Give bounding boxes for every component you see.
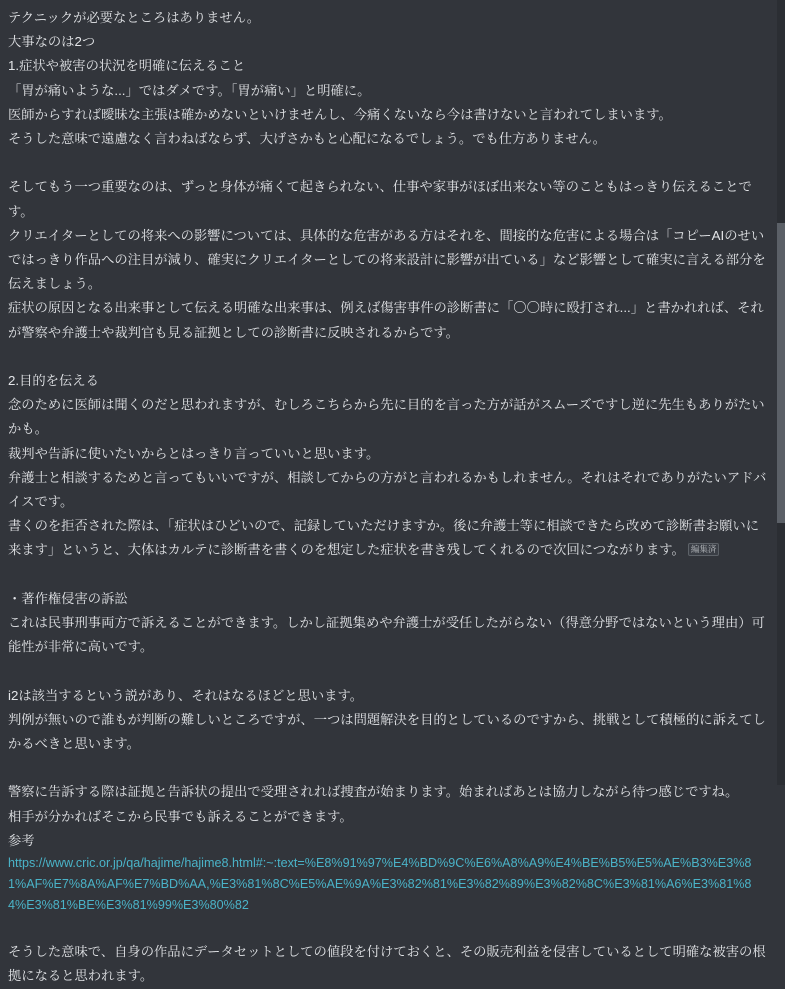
paragraph: クリエイターとしての将来への影響については、具体的な危害がある方はそれを、間接的な危害による場合は「コピーAIのせいではっきり作品への注目が減り、確実にクリエイターとしての将来設計に影響が出ている」など影響として確実に言える部分を伝えましょう。 [8,227,766,292]
paragraph-spacer [8,756,767,780]
edited-badge: 編集済 [688,543,720,556]
paragraph-spacer [8,659,767,683]
paragraph: 症状の原因となる出来事として伝える明確な出来事は、例えば傷害事件の診断書に「〇〇時に殴打され...」と書かれれば、それが警察や弁護士や裁判官も見る証拠としての診断書に反映されるからです。 [8,300,764,340]
reference-link[interactable]: https://www.cric.or.jp/qa/hajime/hajime8.html#:~:text=%E8%91%97%E4%BD%9C%E6%A8%A9%E4%BE%B5%E5%AE%B3%E3%81%AF%E7%8A%AF%E7%BD%AA,%E3%81%8C%E5%AE%9A%E3%82%81%E3%82%89%E3%82%8C%E3%81%A6%E3%81%84%E3%81%BE%E3%81%99%E3%80%82 [8,856,752,913]
vertical-scrollbar-track[interactable] [777,0,785,785]
paragraph: 弁護士と相談するためと言ってもいいですが、相談してからの方がと言われるかもしれません。それはそれでありがたいアドバイスです。 [8,469,767,510]
paragraph-spacer [8,345,767,369]
paragraph: 参考 [8,832,35,848]
paragraph: 警察に告訴する際は証拠と告訴状の提出で受理されれば捜査が始まります。始まればあとは協力しながら待つ感じですね。 [8,784,739,800]
paragraph: i2は該当するという説があり、それはなるほどと思います。 [8,687,364,703]
paragraph: 医師からすれば曖昧な主張は確かめないといけませんし、今痛くないなら今は書けないと言われてしまいます。 [8,106,672,122]
paragraph: 相手が分かればそこから民事でも訴えることができます。 [8,808,353,824]
paragraph-spacer [8,916,767,940]
paragraph: 念のために医師は聞くのだと思われますが、むしろこちらから先に目的を言った方が話がスムーズですし逆に先生もありがたいかも。 [8,397,765,437]
paragraph-spacer [8,563,767,587]
paragraph: 判例が無いので誰もが判断の難しいところですが、一つは問題解決を目的としているのですから、挑戦として積極的に訴えてしかるべきと思います。 [8,711,766,752]
paragraph: テクニックが必要なところはありません。 [8,10,261,25]
paragraph-text: 書くのを拒否された際は、「症状はひどいので、記録していただけますか。後に弁護士等に相談できたら改めて診断書お願いに来ます」というと、大体はカルテに診断書を書くのを想定した症状を書き残してくれるので次回につながります。 [8,518,760,558]
paragraph: そうした意味で、自身の作品にデータセットとしての値段を付けておくと、その販売利益を侵害しているとして明確な被害の根拠になると思われます。 [8,944,766,984]
paragraph: そしてもう一つ重要なのは、ずっと身体が痛くて起きられない、仕事や家事がほぼ出来ない等のこともはっきり伝えることです。 [8,179,752,219]
paragraph: 大事なのは2つ [8,34,96,50]
paragraph: そうした意味で遠慮なく言わねばならず、大げさかもと心配になるでしょう。でも仕方ありません。 [8,131,606,147]
paragraph: 1.症状や被害の状況を明確に伝えること [8,58,246,74]
paragraph: ・著作権侵害の訴訟 [8,590,128,606]
paragraph-spacer [8,151,767,175]
paragraph: 2.目的を伝える [8,373,99,389]
vertical-scrollbar-thumb[interactable] [777,223,785,523]
paragraph [8,514,767,562]
paragraph: これは民事刑事両方で訴えることができます。しかし証拠集めや弁護士が受任したがらない（得意分野ではないという理由）可能性が非常に高いです。 [8,615,765,655]
paragraph: 「胃が痛いような...」ではダメです。「胃が痛い」と明確に。 [8,82,371,98]
paragraph: 裁判や告訴に使いたいからとはっきり言っていいと思います。 [8,445,380,461]
